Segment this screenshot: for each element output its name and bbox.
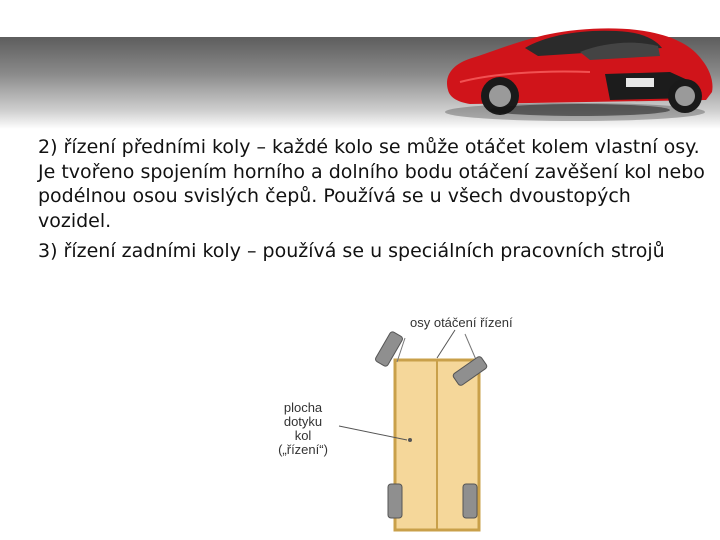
steering-axis-label: osy otáčení řízení — [410, 315, 513, 330]
contact-label-line: kol — [294, 428, 312, 443]
paragraph-rear-steering: 3) řízení zadními koly – používá se u speciálních pracovních strojů — [38, 240, 665, 262]
contact-label-line: dotyku — [283, 414, 323, 429]
paragraph-front-steering: 2) řízení předními koly – každé kolo se může otáčet kolem vlastní osy. Je tvořeno spojením horního a dolního bodu otáčení zavěšení kol nebo podélnou osou svislých čepů. Používá se u všech dvoustopých vozidel. — [38, 136, 705, 232]
contact-label-line: plocha — [283, 400, 323, 415]
contact-label-line: („řízení“) — [278, 442, 328, 457]
steering-diagram — [255, 308, 575, 540]
contact-area-label — [263, 401, 343, 457]
slide-body-text — [38, 135, 708, 264]
red-sports-car-image — [430, 12, 720, 124]
